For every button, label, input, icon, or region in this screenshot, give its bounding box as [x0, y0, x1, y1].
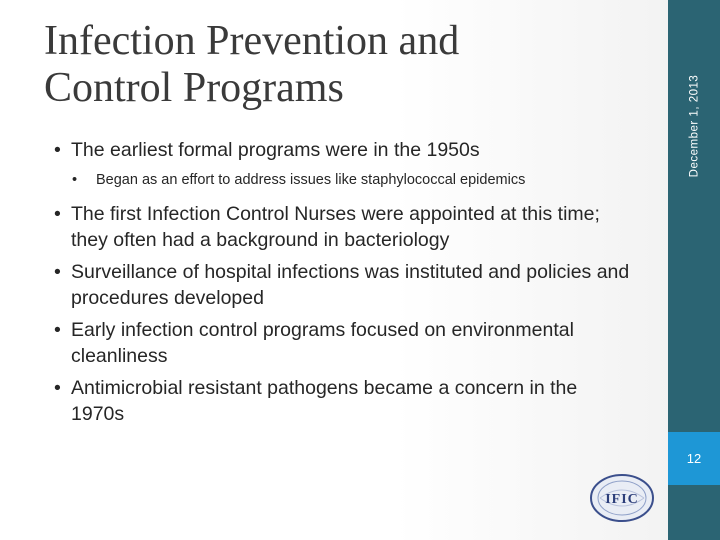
bullet-item: • The first Infection Control Nurses were appointed at this time; they often had a background in bacteriology — [54, 201, 634, 253]
date-text: December 1, 2013 — [688, 74, 700, 178]
page-number: 12 — [686, 451, 702, 466]
svg-text:IFIC: IFIC — [605, 492, 639, 507]
sub-bullet-item: • Began as an effort to address issues like staphylococcal epidemics — [72, 170, 634, 190]
bullet-list — [54, 137, 634, 427]
bullet-item: • Early infection control programs focused on environmental cleanliness — [54, 317, 634, 369]
bullet-item: • Surveillance of hospital infections was instituted and policies and procedures developed — [54, 259, 634, 311]
bullet-item: • The earliest formal programs were in the 1950s — [54, 137, 634, 163]
slide-title-line-2: Control Programs — [44, 65, 344, 111]
date-footer — [668, 0, 720, 252]
slide-title — [44, 18, 654, 112]
ific-logo-icon — [588, 472, 656, 524]
bullet-item: • Antimicrobial resistant pathogens became a concern in the 1970s — [54, 375, 634, 427]
slide-title-line-1: Infection Prevention and — [44, 18, 460, 64]
page-number-box — [668, 432, 720, 485]
